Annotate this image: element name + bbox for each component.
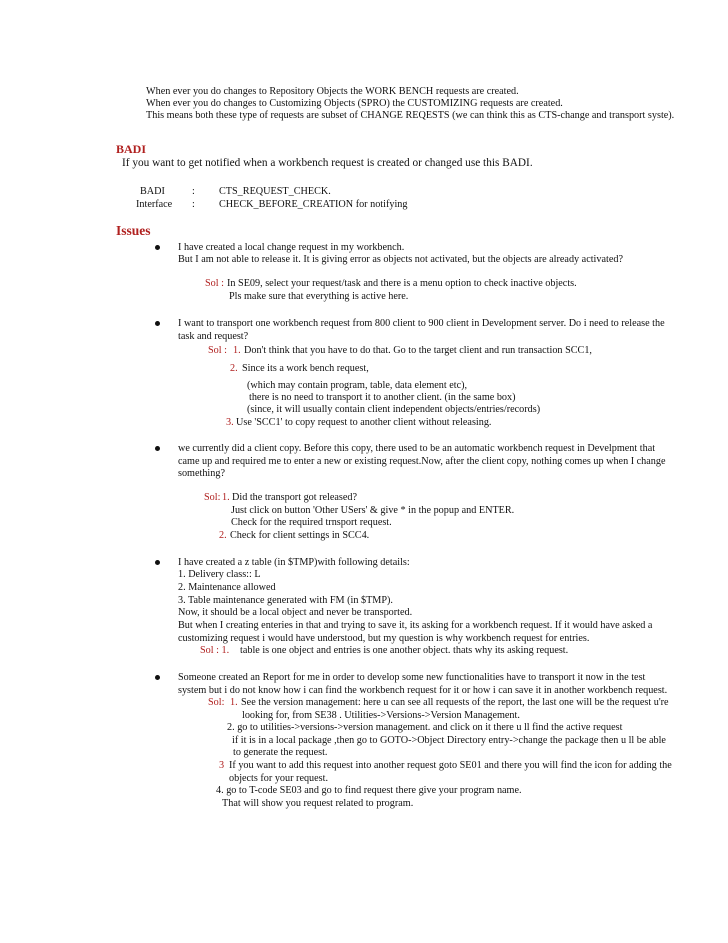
issue-3-question-line-3: something? — [178, 468, 225, 479]
issue-4-sol-label: Sol : 1. — [200, 645, 230, 656]
bullet-icon — [155, 245, 160, 250]
issue-4-question-line-2: 1. Delivery class:: L — [178, 569, 261, 580]
issue-2-sol-line-6: Use 'SCC1' to copy request to another client without releasing. — [236, 417, 492, 428]
issue-5-question-line-2: system but i do not know how i can find the workbench request for it or how i can save it in another workbench request. — [178, 685, 668, 696]
intro-line-3: This means both these type of requests are subset of CHANGE REQESTS (we can think this as CTS-change and transport syste). — [146, 110, 675, 121]
issue-3-question-line-1: we currently did a client copy. Before this copy, there used to be an automatic workbench request in Develpment that — [178, 443, 656, 454]
issue-1-sol-label: Sol : — [205, 278, 224, 289]
issue-2-question-line-2: task and request? — [178, 331, 249, 342]
issue-5-sol-label: Sol: — [208, 697, 225, 708]
issue-5-sol-line-7: objects for your request. — [229, 773, 329, 784]
issue-5-question-line-1: Someone created an Report for me in order to develop some new functionalities have to transport it now in the test — [178, 672, 646, 683]
issue-2-sol-number-1: 1. — [233, 345, 241, 356]
issue-5-sol-line-5: to generate the request. — [233, 747, 328, 758]
issue-2-sol-line-1: Don't think that you have to do that. Go to the target client and run transaction SCC1, — [244, 345, 592, 356]
badi-row-value: CTS_REQUEST_CHECK. — [219, 186, 331, 197]
issue-2-sol-line-3: (which may contain program, table, data element etc), — [247, 380, 468, 391]
badi-description: If you want to get notified when a workbench request is created or changed use this BADI. — [122, 157, 533, 169]
issue-2-sol-number-2: 2. — [230, 363, 238, 374]
issue-4-question-line-5: Now, it should be a local object and never be transported. — [178, 607, 413, 618]
issue-2-sol-number-3: 3. — [226, 417, 234, 428]
issue-3-sol-line-2: Just click on button 'Other USers' & give * in the popup and ENTER. — [231, 505, 515, 516]
badi-row-separator: : — [192, 186, 195, 197]
issue-4-question-line-6: But when I creating enteries in that and trying to save it, its asking for a workbench request. If it would have asked a — [178, 620, 653, 631]
issue-5-sol-line-6: If you want to add this request into another request goto SE01 and there you will find the icon for adding the — [229, 760, 672, 771]
intro-line-1: When ever you do changes to Repository Objects the WORK BENCH requests are created. — [146, 86, 519, 97]
issue-5-sol-line-1: See the version management: here u can see all requests of the report, the last one will be the request u're — [241, 697, 669, 708]
issue-4-question-line-4: 3. Table maintenance generated with FM (in $TMP). — [178, 595, 393, 606]
issue-4-sol-line-1: table is one object and entries is one another object. thats why its asking request. — [240, 645, 569, 656]
issue-3-sol-label: Sol: — [204, 492, 221, 503]
issue-3-question-line-2: came up and required me to enter a new or existing request.Now, after the client copy, nothing comes up when I change — [178, 456, 666, 467]
issue-3-sol-number-2: 2. — [219, 530, 227, 541]
issue-3-sol-line-1: Did the transport got released? — [232, 492, 358, 503]
bullet-icon — [155, 321, 160, 326]
issue-5-sol-line-9: That will show you request related to program. — [222, 798, 414, 809]
interface-row-value: CHECK_BEFORE_CREATION for notifying — [219, 199, 408, 210]
issue-1-question-line-2: But I am not able to release it. It is giving error as objects not activated, but the objects are already activated? — [178, 254, 623, 265]
issue-4-question-line-3: 2. Maintenance allowed — [178, 582, 276, 593]
issue-5-sol-line-3: 2. go to utilities->versions->version management. and click on it there u ll find the active request — [227, 722, 623, 733]
issue-2-sol-line-2: Since its a work bench request, — [242, 363, 369, 374]
issue-3-sol-number-1: 1. — [222, 492, 230, 503]
issue-2-sol-line-4: there is no need to transport it to another client. (in the same box) — [249, 392, 516, 403]
issue-2-question-line-1: I want to transport one workbench request from 800 client to 900 client in Development server. Do i need to release the — [178, 318, 665, 329]
bullet-icon — [155, 560, 160, 565]
badi-row-label: BADI — [140, 186, 165, 197]
issue-3-sol-line-4: Check for client settings in SCC4. — [230, 530, 370, 541]
issue-2-sol-label: Sol : — [208, 345, 227, 356]
interface-row-label: Interface — [136, 199, 173, 210]
bullet-icon — [155, 675, 160, 680]
issue-5-sol-number-1: 1. — [230, 697, 238, 708]
issue-1-sol-line-2: Pls make sure that everything is active here. — [229, 291, 409, 302]
issue-1-sol-line-1: In SE09, select your request/task and there is a menu option to check inactive objects. — [227, 278, 577, 289]
issue-5-sol-line-8: 4. go to T-code SE03 and go to find request there give your program name. — [216, 785, 522, 796]
issue-3-sol-line-3: Check for the required trnsport request. — [231, 517, 392, 528]
issues-heading: Issues — [116, 223, 151, 238]
badi-heading: BADI — [116, 142, 147, 156]
interface-row-separator: : — [192, 199, 195, 210]
issue-5-sol-number-3: 3 — [219, 760, 225, 771]
issue-4-question-line-1: I have created a z table (in $TMP)with following details: — [178, 557, 410, 568]
issue-5-sol-line-4: if it is in a local package ,then go to GOTO->Object Directory entry->change the package then u ll be able — [232, 735, 666, 746]
issue-5-sol-line-2: looking for, from SE38 . Utilities->Versions->Version Management. — [242, 710, 520, 721]
issue-1-question-line-1: I have created a local change request in my workbench. — [178, 242, 405, 253]
issue-2-sol-line-5: (since, it will usually contain client independent objects/entries/records) — [247, 404, 541, 415]
bullet-icon — [155, 446, 160, 451]
intro-line-2: When ever you do changes to Customizing Objects (SPRO) the CUSTOMIZING requests are created. — [146, 98, 563, 109]
issue-4-question-line-7: customizing request i would have understood, but my question is why workbench request for entries. — [178, 633, 590, 644]
